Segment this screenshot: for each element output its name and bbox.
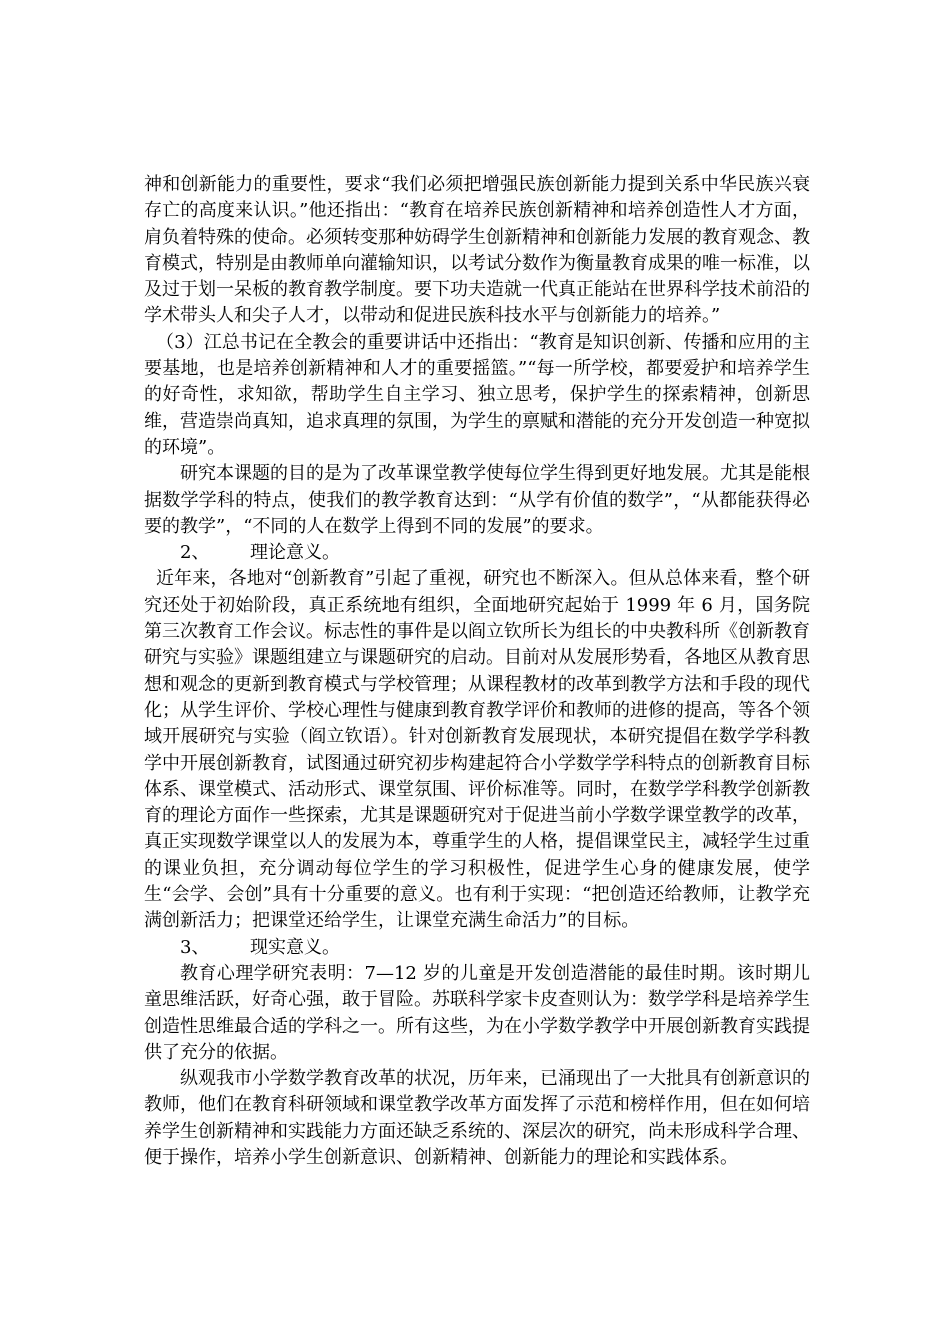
section-heading-theory [144,540,810,566]
section-title: 现实意义。 [250,936,340,958]
document-page [144,172,810,1171]
paragraph-point-3: （3）江总书记在全教会的重要讲话中还指出：“教育是知识创新、传播和应用的主要基地，也是培养创新精神和人才的重要摇篮。”“每一所学校，都要爱护和培养学生的好奇性，求知欲，帮助学生自主学习、独立思考，保护学生的探索精神，创新思维，营造崇尚真知，追求真理的氛围，为学生的禀赋和潜能的充分开发创造一种宽拟的环境”。 [144,331,810,458]
paragraph-research-purpose: 研究本课题的目的是为了改革课堂教学使每位学生得到更好地发展。尤其是能根据数学学科的特点，使我们的教学教育达到：“从学有价值的数学”，“从都能获得必要的教学”，“不同的人在数学上得到不同的发展”的要求。 [144,463,810,537]
paragraph-psychology: 教育心理学研究表明：7—12 岁的儿童是开发创造潜能的最佳时期。该时期儿童思维活跃，好奇心强，敢于冒险。苏联科学家卡皮查则认为：数学学科是培养学生创造性思维最合适的学科之一。所有这些，为在小学数学教学中开展创新教育实践提供了充分的依据。 [144,962,810,1063]
section-heading-practice [144,935,810,961]
paragraph-theory: 近年来，各地对“创新教育”引起了重视，研究也不断深入。但从总体来看，整个研究还处于初始阶段，真正系统地有组织，全面地研究起始于 1999 年 6 月，国务院第三次教育工作会议。标志性的事件是以阎立钦所长为组长的中央教科所《创新教育研究与实验》课题组建立与课题研究的启动。目前对从发展形势看，各地区从教育思想和观念的更新到教育模式与学校管理；从课程教材的改革到教学方法和手段的现代化；从学生评价、学校心理性与健康到教育教学评价和教师的进修的提高，等各个领域开展研究与实验（阎立钦语）。针对创新教育发展现状，本研究提倡在数学学科教学中开展创新教育，试图通过研究初步构建起符合小学数学学科特点的创新教育目标体系、课堂模式、活动形式、课堂氛围、评价标准等。同时，在数学学科教学创新教育的理论方面作一些探索，尤其是课题研究对于促进当前小学数学课堂教学的改革，真正实现数学课堂以人的发展为本，尊重学生的人格，提倡课堂民主，减轻学生过重的课业负担，充分调动每位学生的学习积极性，促进学生心身的健康发展，使学生“会学、会创”具有十分重要的意义。也有利于实现：“把创造还给教师，让教学充满创新活力；把课堂还给学生，让课堂充满生命活力”的目标。 [144,568,810,932]
paragraph-reform-status: 纵观我市小学数学教育改革的状况，历年来，已涌现出了一大批具有创新意识的教师，他们在教育科研领域和课堂教学改革方面发挥了示范和榜样作用，但在如何培养学生创新精神和实践能力方面还缺乏系统的、深层次的研究，尚未形成科学合理、便于操作，培养小学生创新意识、创新精神、创新能力的理论和实践体系。 [144,1068,810,1168]
paragraph-continuation: 神和创新能力的重要性，要求“我们必须把增强民族创新能力提到关系中华民族兴衰存亡的高度来认识。”他还指出：“教育在培养民族创新精神和培养创造性人才方面，肩负着特殊的使命。必须转变那种妨碍学生创新精神和创新能力发展的教育观念、教育模式，特别是由教师单向灌输知识，以考试分数作为衡量教育成果的唯一标准，以及过于划一呆板的教育教学制度。要下功夫造就一代真正能站在世界科学技术前沿的学术带头人和尖子人才，以带动和促进民族科技水平与创新能力的培养。” [144,174,810,327]
section-number: 2、 [180,542,210,564]
section-title: 理论意义。 [250,542,340,564]
section-number: 3、 [180,936,210,958]
